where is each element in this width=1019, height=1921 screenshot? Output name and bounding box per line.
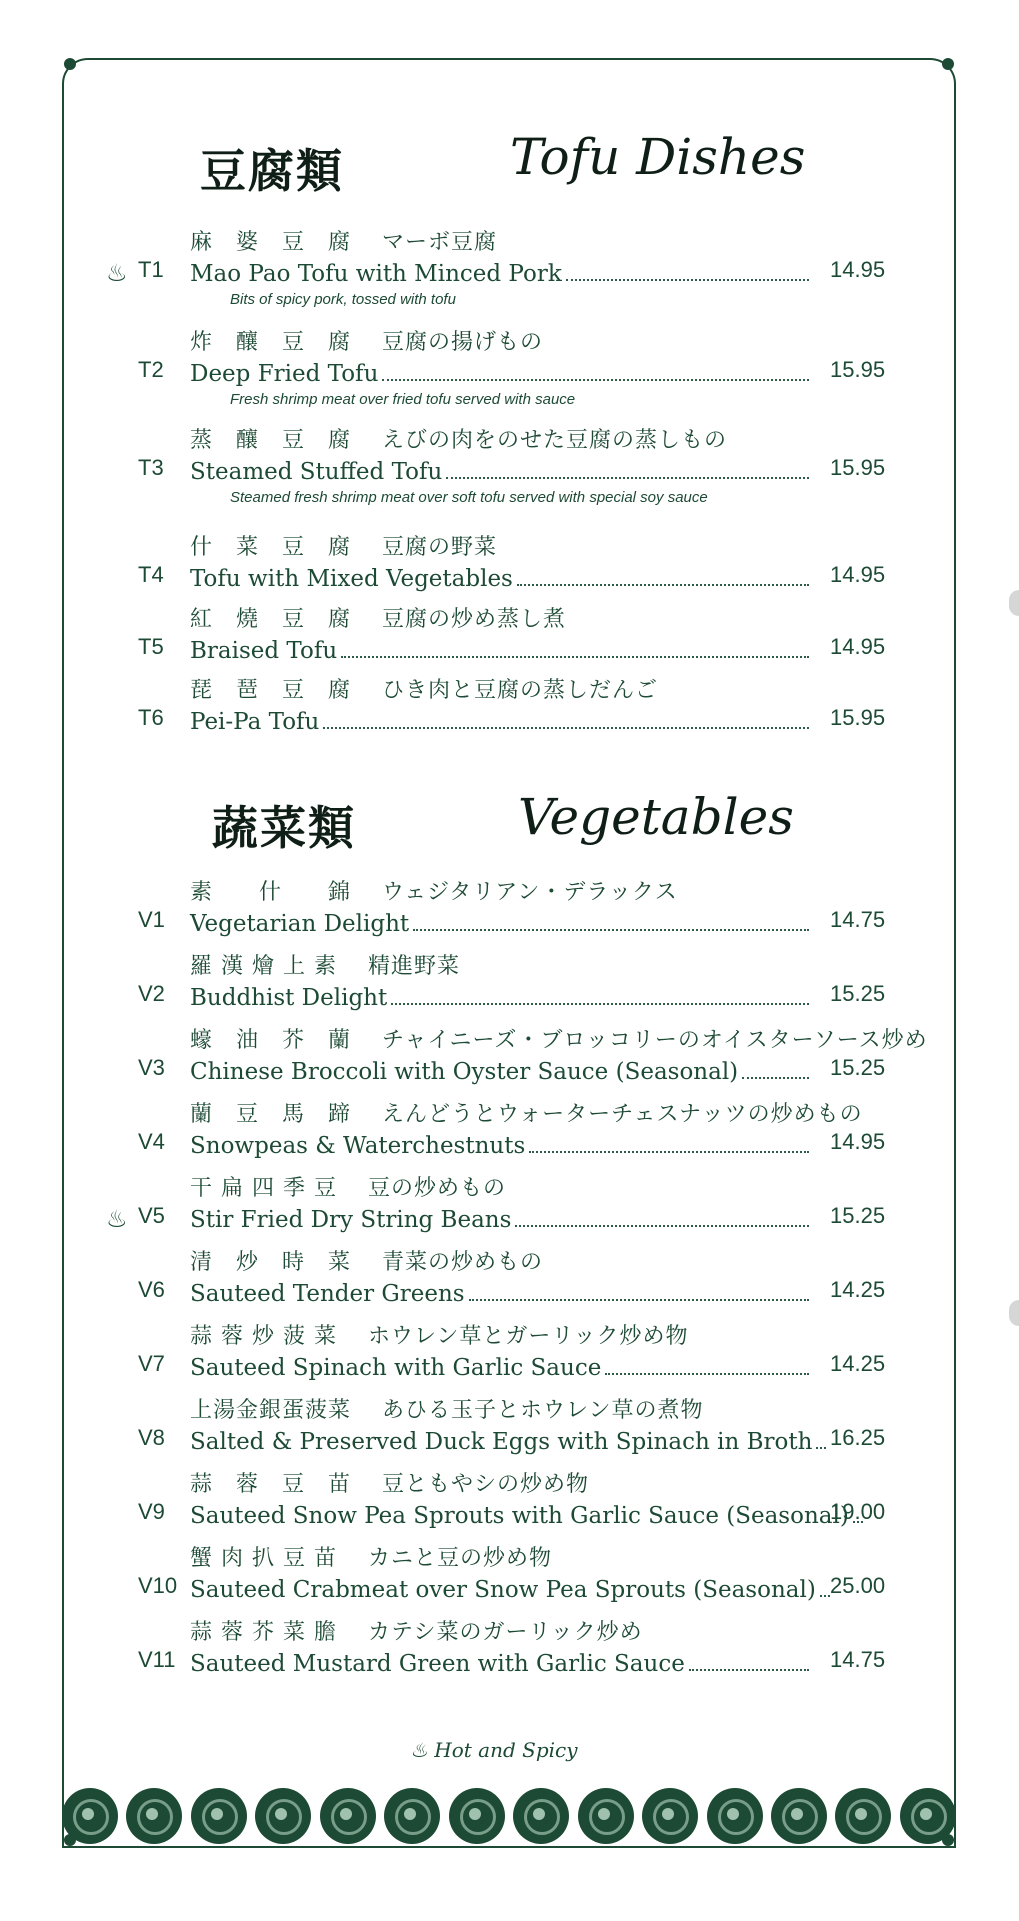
item-english-name: Braised Tofu (190, 638, 338, 664)
item-price: 14.95 (830, 634, 886, 659)
dot-leader (515, 1225, 809, 1227)
item-main-line (100, 979, 900, 1013)
dot-leader (820, 1595, 830, 1597)
item-chinese-japanese-name: 炸 釀 豆 腐 豆腐の揚げもの (190, 330, 543, 355)
item-chinese-japanese-name: 蠔 油 芥 蘭 チャイニーズ・ブロッコリーのオイスターソース炒め (190, 1028, 928, 1053)
item-english-name: Sauteed Mustard Green with Garlic Sauce (190, 1651, 685, 1677)
chili-pepper-icon: ♨ (106, 260, 128, 287)
item-price: 15.25 (830, 1203, 886, 1228)
chili-pepper-icon: ♨ (410, 1738, 428, 1762)
item-code: V10 (138, 1573, 178, 1598)
item-main-line (100, 1275, 900, 1309)
item-chinese-japanese-name: 蒜 蓉 豆 苗 豆ともやシの炒め物 (190, 1472, 589, 1497)
item-code: T1 (138, 257, 164, 282)
item-english-name: Tofu with Mixed Vegetables (190, 566, 513, 592)
item-code: T2 (138, 357, 164, 382)
item-description: Steamed fresh shrimp meat over soft tofu served with special soy sauce (230, 489, 708, 506)
item-english-name: Sauteed Snow Pea Sprouts with Garlic Sauce (Seasonal) (190, 1503, 849, 1529)
dragon-coin-ornament (255, 1788, 311, 1844)
item-english-name: Vegetarian Delight (190, 911, 410, 937)
item-code: V8 (138, 1425, 165, 1450)
item-code: T3 (138, 455, 164, 480)
item-chinese-japanese-name: 干 扁 四 季 豆 豆の炒めもの (190, 1176, 506, 1201)
item-price: 25.00 (830, 1573, 886, 1598)
item-english-name: Sauteed Tender Greens (190, 1281, 465, 1307)
item-chinese-japanese-name: 琵 琶 豆 腐 ひき肉と豆腐の蒸しだんご (190, 678, 658, 703)
item-chinese-japanese-name: 上湯金銀蛋菠菜 あひる玉子とホウレン草の煮物 (190, 1398, 704, 1423)
item-english-name: Buddhist Delight (190, 985, 388, 1011)
item-chinese-japanese-name: 羅 漢 燴 上 素 精進野菜 (190, 954, 460, 979)
item-main-line (100, 560, 900, 594)
item-main-line (100, 632, 900, 666)
item-price: 15.25 (830, 981, 886, 1006)
page-edge-mark (1009, 590, 1019, 616)
dot-leader (605, 1373, 809, 1375)
item-chinese-japanese-name: 清 炒 時 菜 青菜の炒めもの (190, 1250, 543, 1275)
item-code: T6 (138, 705, 164, 730)
item-price: 15.95 (830, 357, 886, 382)
dragon-coin-ornament (320, 1788, 376, 1844)
item-main-line (100, 1127, 900, 1161)
item-description: Bits of spicy pork, tossed with tofu (230, 291, 456, 308)
item-english-name: Chinese Broccoli with Oyster Sauce (Seasonal) (190, 1059, 739, 1085)
dragon-coin-ornament (642, 1788, 698, 1844)
item-price: 19.00 (830, 1499, 886, 1524)
veg-zh-title: 蔬菜類 (212, 801, 356, 855)
item-price: 16.25 (830, 1425, 886, 1450)
item-english-name: Sauteed Spinach with Garlic Sauce (190, 1355, 602, 1381)
item-chinese-japanese-name: 素 什 錦 ウェジタリアン・デラックス (190, 880, 678, 905)
item-main-line (100, 1497, 900, 1531)
dragon-coin-ornament (900, 1788, 956, 1844)
item-chinese-japanese-name: 麻 婆 豆 腐 マーボ豆腐 (190, 230, 497, 255)
dragon-coin-ornament (835, 1788, 891, 1844)
item-code: V3 (138, 1055, 165, 1080)
item-chinese-japanese-name: 紅 燒 豆 腐 豆腐の炒め蒸し煮 (190, 607, 566, 632)
item-english-name: Deep Fried Tofu (190, 361, 379, 387)
page-edge-mark (1009, 1300, 1019, 1326)
item-main-line (100, 1201, 900, 1235)
item-english-name: Snowpeas & Waterchestnuts (190, 1133, 526, 1159)
item-price: 15.25 (830, 1055, 886, 1080)
chili-pepper-icon: ♨ (106, 1206, 128, 1233)
item-price: 14.95 (830, 257, 886, 282)
item-code: T5 (138, 634, 164, 659)
item-code: V7 (138, 1351, 165, 1376)
dragon-coin-ornament (578, 1788, 634, 1844)
item-main-line (100, 1571, 900, 1605)
item-chinese-japanese-name: 蘭 豆 馬 蹄 えんどうとウォーターチェスナッツの炒めもの (190, 1102, 863, 1127)
dot-leader (566, 279, 809, 281)
item-english-name: Mao Pao Tofu with Minced Pork (190, 261, 562, 287)
item-code: V1 (138, 907, 165, 932)
item-code: V9 (138, 1499, 165, 1524)
item-english-name: Steamed Stuffed Tofu (190, 459, 443, 485)
dragon-coin-ornament (384, 1788, 440, 1844)
dot-leader (469, 1299, 809, 1301)
dot-leader (742, 1077, 809, 1079)
item-price: 14.95 (830, 562, 886, 587)
item-english-name: Stir Fried Dry String Beans (190, 1207, 512, 1233)
tofu-zh-title: 豆腐類 (200, 144, 344, 198)
item-price: 14.75 (830, 1647, 886, 1672)
dot-leader (382, 379, 809, 381)
veg-en-title: Vegetables (518, 788, 794, 846)
spicy-legend (410, 1738, 578, 1762)
dragon-coin-ornament (191, 1788, 247, 1844)
item-main-line (100, 1423, 900, 1457)
dragon-coin-ornament (62, 1788, 118, 1844)
item-main-line (100, 1645, 900, 1679)
dot-leader (529, 1151, 809, 1153)
item-chinese-japanese-name: 蒜 蓉 芥 菜 膽 カテシ菜のガーリック炒め (190, 1620, 643, 1645)
item-code: V11 (138, 1647, 176, 1672)
dot-leader (413, 929, 809, 931)
item-chinese-japanese-name: 什 菜 豆 腐 豆腐の野菜 (190, 535, 497, 560)
item-chinese-japanese-name: 蒸 釀 豆 腐 えびの肉をのせた豆腐の蒸しもの (190, 428, 727, 453)
item-main-line (100, 255, 900, 289)
dragon-coin-ornament (126, 1788, 182, 1844)
dragon-coin-ornament (449, 1788, 505, 1844)
item-code: V5 (138, 1203, 165, 1228)
dot-leader (816, 1447, 826, 1449)
item-code: V2 (138, 981, 165, 1006)
dragon-coin-ornament (707, 1788, 763, 1844)
item-english-name: Sauteed Crabmeat over Snow Pea Sprouts (Seasonal) (190, 1577, 816, 1603)
item-price: 14.25 (830, 1351, 886, 1376)
item-price: 15.95 (830, 455, 886, 480)
spicy-legend-label: Hot and Spicy (434, 1738, 578, 1762)
decorative-coin-border (62, 1788, 956, 1846)
dot-leader (446, 477, 809, 479)
item-code: V4 (138, 1129, 165, 1154)
item-main-line (100, 703, 900, 737)
tofu-en-title: Tofu Dishes (510, 128, 806, 186)
dragon-coin-ornament (513, 1788, 569, 1844)
item-price: 14.95 (830, 1129, 886, 1154)
corner-ornament (942, 58, 954, 70)
item-english-name: Salted & Preserved Duck Eggs with Spinach in Broth (190, 1429, 813, 1455)
dot-leader (391, 1003, 809, 1005)
item-code: V6 (138, 1277, 165, 1302)
corner-ornament (64, 58, 76, 70)
item-main-line (100, 1349, 900, 1383)
item-code: T4 (138, 562, 164, 587)
dot-leader (517, 584, 809, 586)
item-chinese-japanese-name: 蒜 蓉 炒 菠 菜 ホウレン草とガーリック炒め物 (190, 1324, 689, 1349)
item-price: 14.25 (830, 1277, 886, 1302)
dot-leader (689, 1669, 809, 1671)
dot-leader (323, 727, 809, 729)
item-english-name: Pei-Pa Tofu (190, 709, 320, 735)
item-chinese-japanese-name: 蟹 肉 扒 豆 苗 カニと豆の炒め物 (190, 1546, 552, 1571)
item-main-line (100, 355, 900, 389)
item-main-line (100, 453, 900, 487)
item-main-line (100, 905, 900, 939)
dragon-coin-ornament (771, 1788, 827, 1844)
item-main-line (100, 1053, 900, 1087)
item-price: 14.75 (830, 907, 886, 932)
item-description: Fresh shrimp meat over fried tofu served with sauce (230, 391, 576, 408)
dot-leader (341, 656, 809, 658)
item-price: 15.95 (830, 705, 886, 730)
